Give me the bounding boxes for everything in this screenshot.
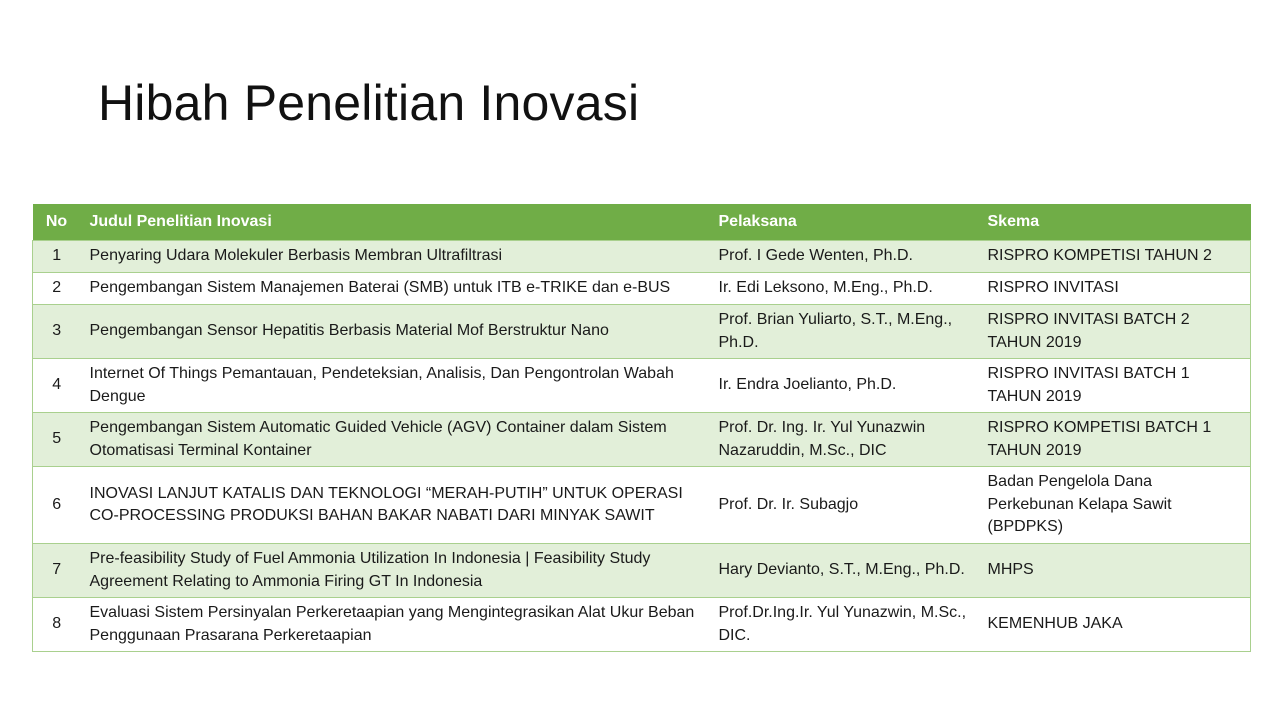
table-row: [33, 467, 1251, 544]
table-row: [33, 413, 1251, 467]
cell-no: 2: [33, 273, 81, 305]
cell-no: 4: [33, 359, 81, 413]
header-judul: Judul Penelitian Inovasi: [81, 204, 710, 241]
slide-title: Hibah Penelitian Inovasi: [98, 75, 640, 131]
table-row: [33, 305, 1251, 359]
cell-no: 1: [33, 241, 81, 273]
header-skema: Skema: [979, 204, 1251, 241]
cell-pelaksana: Hary Devianto, S.T., M.Eng., Ph.D.: [710, 544, 979, 598]
cell-skema: RISPRO INVITASI BATCH 2 TAHUN 2019: [979, 305, 1251, 359]
header-pelaksana: Pelaksana: [710, 204, 979, 241]
cell-skema: KEMENHUB JAKA: [979, 598, 1251, 652]
cell-judul: Evaluasi Sistem Persinyalan Perkeretaapian yang Mengintegrasikan Alat Ukur Beban Penggunaan Prasarana Perkeretaapian: [81, 598, 710, 652]
cell-judul: Pengembangan Sistem Automatic Guided Vehicle (AGV) Container dalam Sistem Otomatisasi Terminal Kontainer: [81, 413, 710, 467]
cell-no: 7: [33, 544, 81, 598]
table-row: [33, 544, 1251, 598]
cell-skema: MHPS: [979, 544, 1251, 598]
research-table: [32, 204, 1251, 652]
table-row: [33, 598, 1251, 652]
cell-judul: Pengembangan Sistem Manajemen Baterai (SMB) untuk ITB e-TRIKE dan e-BUS: [81, 273, 710, 305]
cell-judul: Penyaring Udara Molekuler Berbasis Membran Ultrafiltrasi: [81, 241, 710, 273]
cell-no: 5: [33, 413, 81, 467]
cell-pelaksana: Ir. Edi Leksono, M.Eng., Ph.D.: [710, 273, 979, 305]
cell-judul: Pre-feasibility Study of Fuel Ammonia Utilization In Indonesia | Feasibility Study Agreement Relating to Ammonia Firing GT In Indonesia: [81, 544, 710, 598]
cell-judul: Internet Of Things Pemantauan, Pendeteksian, Analisis, Dan Pengontrolan Wabah Dengue: [81, 359, 710, 413]
cell-skema: RISPRO INVITASI: [979, 273, 1251, 305]
cell-pelaksana: Prof. I Gede Wenten, Ph.D.: [710, 241, 979, 273]
cell-judul: Pengembangan Sensor Hepatitis Berbasis Material Mof Berstruktur Nano: [81, 305, 710, 359]
cell-pelaksana: Prof.Dr.Ing.Ir. Yul Yunazwin, M.Sc., DIC.: [710, 598, 979, 652]
table-header-row: [33, 204, 1251, 241]
header-no: No: [33, 204, 81, 241]
cell-no: 3: [33, 305, 81, 359]
cell-skema: RISPRO KOMPETISI TAHUN 2: [979, 241, 1251, 273]
cell-judul: INOVASI LANJUT KATALIS DAN TEKNOLOGI “MERAH-PUTIH” UNTUK OPERASI CO-PROCESSING PRODUKSI BAHAN BAKAR NABATI DARI MINYAK SAWIT: [81, 467, 710, 544]
cell-pelaksana: Prof. Dr. Ing. Ir. Yul Yunazwin Nazaruddin, M.Sc., DIC: [710, 413, 979, 467]
cell-skema: RISPRO KOMPETISI BATCH 1 TAHUN 2019: [979, 413, 1251, 467]
cell-pelaksana: Prof. Dr. Ir. Subagjo: [710, 467, 979, 544]
cell-skema: Badan Pengelola Dana Perkebunan Kelapa Sawit (BPDPKS): [979, 467, 1251, 544]
cell-skema: RISPRO INVITASI BATCH 1 TAHUN 2019: [979, 359, 1251, 413]
cell-pelaksana: Prof. Brian Yuliarto, S.T., M.Eng., Ph.D.: [710, 305, 979, 359]
cell-no: 6: [33, 467, 81, 544]
table-row: [33, 359, 1251, 413]
table-row: [33, 241, 1251, 273]
table-row: [33, 273, 1251, 305]
cell-pelaksana: Ir. Endra Joelianto, Ph.D.: [710, 359, 979, 413]
cell-no: 8: [33, 598, 81, 652]
